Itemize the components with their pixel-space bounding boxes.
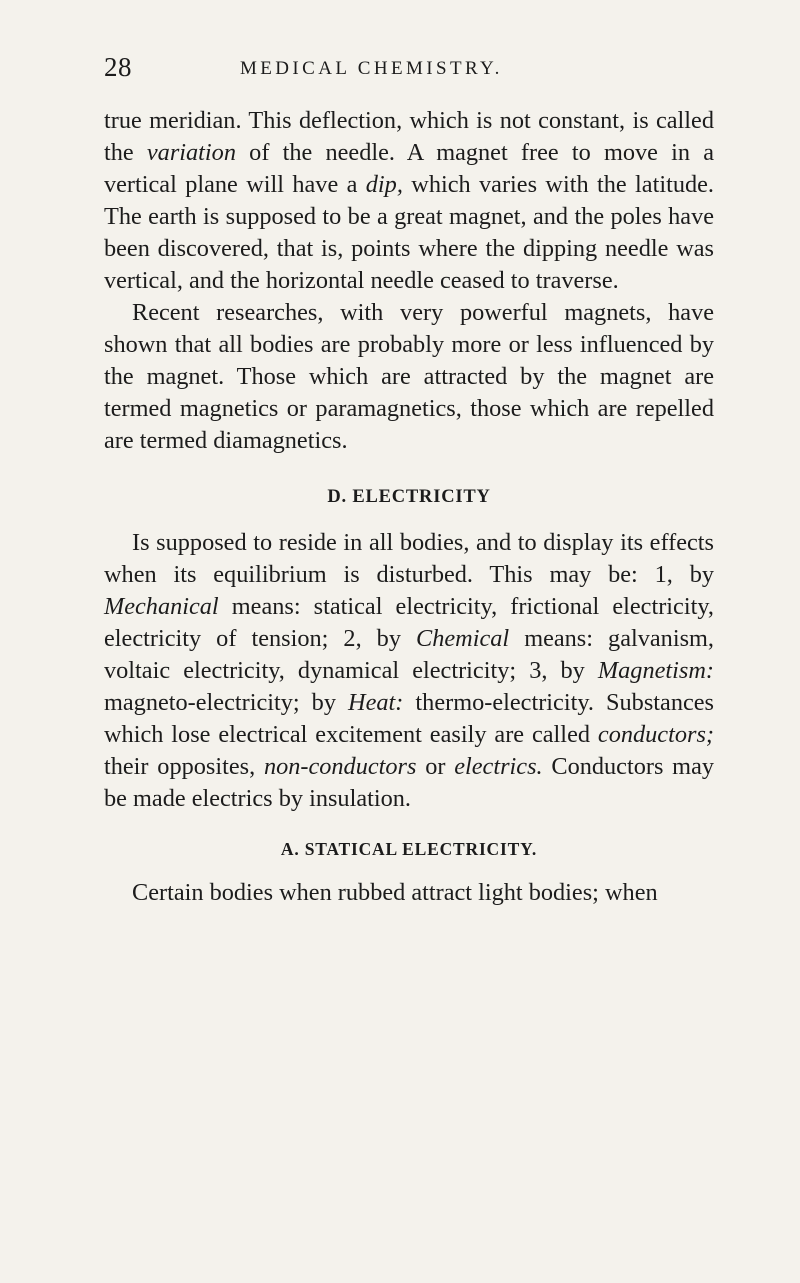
paragraph-text: means: galvanism, voltaic electricity, dynamical electricity; 3, by	[104, 625, 714, 684]
page-number: 28	[104, 52, 132, 82]
paragraph-text: Certain bodies when rubbed attract light bodies; when	[132, 879, 658, 906]
body-text	[104, 105, 714, 909]
paragraph-text: their opposites,	[104, 753, 264, 780]
paragraph-meridian	[104, 105, 714, 297]
paragraph-text: Is supposed to reside in all bodies, and to display its effects when its equilibrium is disturbed. This may be: 1, by	[104, 529, 714, 588]
italic-term-electrics: electrics.	[454, 753, 543, 780]
paragraph-text: which varies with the latitude. The earth is supposed to be a great magnet, and the poles have been discovered, that is, points where the dipping needle was vertical, and the horizontal needle ceased to traverse.	[104, 171, 714, 294]
paragraph-text: thermo-electricity. Substances which lose electrical excitement easily are called	[104, 689, 714, 748]
paragraph-text: means: statical electricity, frictional electricity, electricity of tension; 2, by	[104, 593, 714, 652]
italic-term-mechanical: Mechanical	[104, 593, 219, 620]
italic-term-non-conductors: non-conductors	[263, 753, 417, 780]
italic-term-conductors: conductors;	[597, 721, 714, 748]
paragraph-text: true meridian. This deflection, which is not constant, is called the	[104, 107, 714, 166]
section-heading-electricity: D. ELECTRICITY	[327, 487, 491, 507]
running-head	[0, 52, 800, 88]
paragraph-text: magneto-electricity; by	[104, 689, 349, 716]
italic-term-heat: Heat:	[348, 689, 404, 716]
paragraph-recent-researches	[104, 297, 714, 457]
subsection-heading-statical-electricity: A. STATICAL ELECTRICITY.	[280, 839, 538, 859]
italic-term-dip: dip,	[365, 171, 403, 198]
paragraph-electricity	[104, 527, 714, 815]
paragraph-text: of the needle. A magnet free to move in a vertical plane will have a	[104, 139, 714, 198]
italic-term-variation: variation	[146, 139, 236, 166]
italic-term-chemical: Chemical	[416, 625, 510, 652]
italic-term-magnetism: Magnetism:	[597, 657, 714, 684]
paragraph-text: Conductors may be made electrics by insulation.	[104, 753, 715, 812]
paragraph-certain-bodies	[104, 877, 714, 909]
running-title: MEDICAL CHEMISTRY.	[240, 58, 503, 79]
paragraph-text: or	[416, 753, 455, 780]
paragraph-text: Recent researches, with very powerful magnets, have shown that all bodies are probably more or less influenced by the magnet. Those which are attracted by the magnet are termed magnetics or paramagnetics, those which are repelled are termed diamagnetics.	[104, 299, 714, 454]
